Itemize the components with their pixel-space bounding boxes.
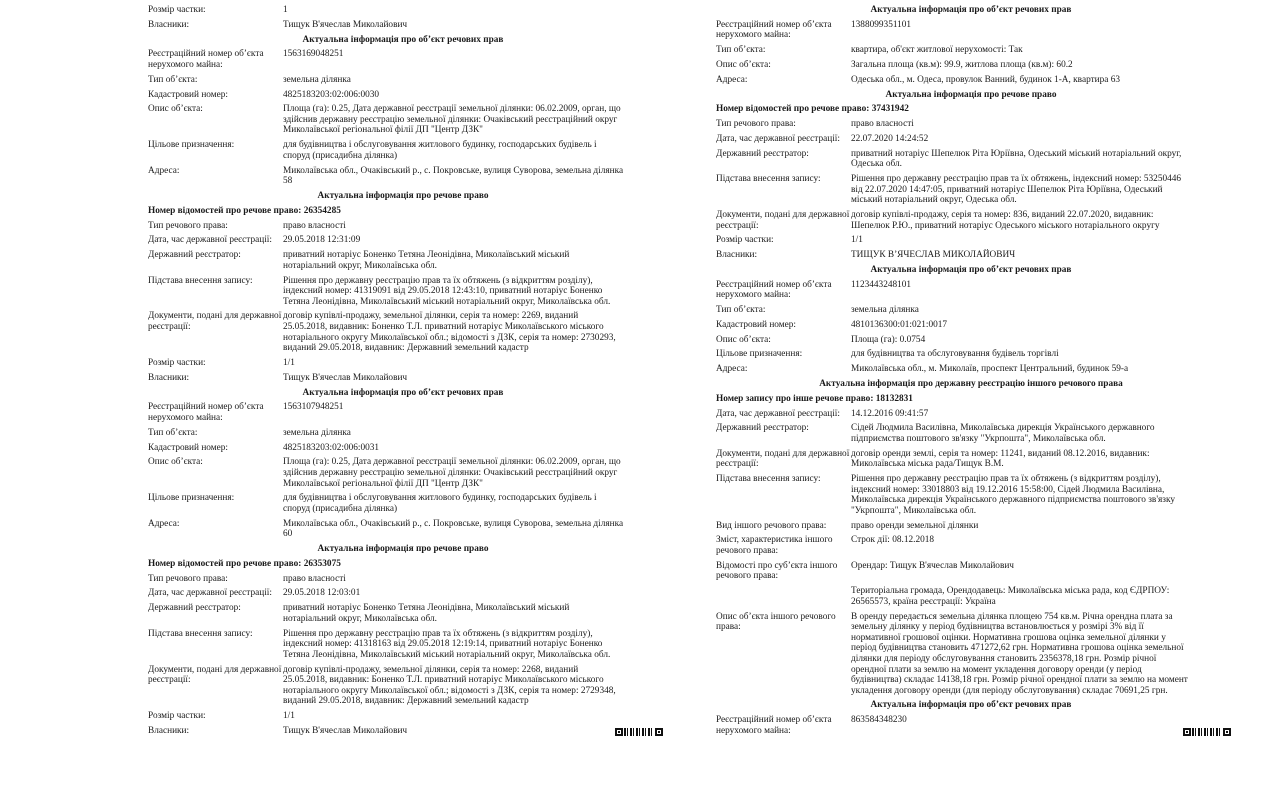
field-row bbox=[716, 75, 1196, 86]
field-row bbox=[148, 166, 628, 187]
field-value: Рішення про державну реєстрацію прав та їх обтяжень (з відкриттям розділу), індексний номер: 41319091 від 29.05.2018 12:43:10, приватний нотаріус Боненко Тетяна Леонідівна, Миколаївський міський нотаріальний округ, Миколаївська обл. bbox=[283, 275, 611, 307]
field-row bbox=[148, 443, 628, 454]
field-row bbox=[716, 423, 1196, 444]
field-label: Відомості про суб’єкта іншого речового права: bbox=[716, 560, 838, 582]
field-value: 4825183203:02:006:0031 bbox=[283, 442, 380, 453]
field-row bbox=[148, 90, 628, 101]
field-value: 1123443248101 bbox=[851, 279, 912, 290]
field-value: приватний нотаріус Шепелюк Ріта Юріївна, Одеський міський нотаріальний округ, Одеська обл. bbox=[851, 148, 1182, 170]
field-label: Державний реєстратор: bbox=[716, 148, 809, 159]
field-value: 863584348230 bbox=[851, 715, 907, 726]
field-row bbox=[148, 140, 628, 161]
field-value: Територіальна громада, Орендодавець: Миколаївська міська рада, код ЄДРПОУ: 26565573, країна реєстрації: Україна bbox=[851, 586, 1170, 607]
field-label: Розмір частки: bbox=[148, 5, 206, 15]
field-value: приватний нотаріус Боненко Тетяна Леонідівна, Миколаївський міський нотаріальний округ, Миколаївська обл. bbox=[283, 603, 570, 624]
field-value: для будівництва і обслуговування житлового будинку, господарських будівель і споруд (присадибна ділянка) bbox=[283, 493, 597, 514]
field-row bbox=[716, 535, 1196, 556]
field-label: Власники: bbox=[716, 250, 758, 261]
field-value: 29.05.2018 12:31:09 bbox=[283, 235, 361, 246]
field-label: Підстава внесення запису: bbox=[716, 474, 821, 485]
field-value: Загальна площа (кв.м): 99.9, житлова площа (кв.м): 60.2 bbox=[851, 59, 1073, 70]
field-label: Реєстраційний номер об’єкта нерухомого майна: bbox=[148, 402, 264, 423]
field-label: Реєстраційний номер об’єкта нерухомого майна: bbox=[716, 715, 832, 736]
field-value: приватний нотаріус Боненко Тетяна Леонідівна, Миколаївський міський нотаріальний округ, Миколаївська обл. bbox=[283, 250, 570, 271]
field-row bbox=[716, 305, 1196, 316]
section-title: Актуальна інформація про речове право bbox=[317, 544, 489, 555]
field-row bbox=[148, 711, 628, 722]
field-value: Одеська обл., м. Одеса, провулок Ванний, будинок 1-А, квартира 63 bbox=[851, 74, 1121, 85]
field-label: Тип об’єкта: bbox=[716, 45, 766, 56]
field-value: 14.12.2016 09:41:57 bbox=[851, 408, 929, 419]
field-label: Зміст, характеристика іншого речового права: bbox=[716, 535, 833, 556]
field-label: Опис об’єкта: bbox=[148, 104, 203, 115]
field-label: Опис об’єкта іншого речового права: bbox=[716, 611, 836, 633]
field-row bbox=[716, 174, 1196, 206]
section-title: Актуальна інформація про речове право bbox=[885, 89, 1057, 100]
field-row bbox=[716, 715, 1196, 736]
field-label: Державний реєстратор: bbox=[148, 603, 241, 614]
field-row bbox=[716, 320, 1196, 331]
field-label: Вид іншого речового права: bbox=[716, 520, 827, 531]
field-label: Адреса: bbox=[716, 364, 748, 375]
field-value: для будівництва та обслуговування будівель торгівлі bbox=[851, 349, 1059, 360]
field-label: Адреса: bbox=[148, 165, 180, 176]
field-row bbox=[716, 449, 1196, 470]
field-label: Власники: bbox=[148, 372, 190, 383]
field-row bbox=[148, 49, 628, 70]
field-row bbox=[716, 250, 1196, 261]
field-value: 1 bbox=[283, 5, 288, 15]
field-row bbox=[716, 45, 1196, 56]
field-label: Цільове призначення: bbox=[716, 349, 803, 360]
field-label: Дата, час державної реєстрації: bbox=[148, 235, 272, 246]
field-value: Тищук В'ячеслав Миколайович bbox=[283, 19, 408, 30]
field-label: Тип речового права: bbox=[716, 119, 796, 130]
field-label: Власники: bbox=[148, 725, 190, 736]
field-row bbox=[716, 134, 1196, 145]
field-label: Цільове призначення: bbox=[148, 140, 235, 151]
field-value: Сідей Людмила Василівна, Миколаївська дирекція Українського державного підприємства поштового зв'язку "Укрпошта", Миколаївська обл. bbox=[851, 423, 1155, 444]
field-row bbox=[716, 210, 1196, 231]
field-value: Площа (га): 0.0754 bbox=[851, 334, 926, 345]
field-label: Дата, час державної реєстрації: bbox=[148, 588, 272, 599]
field-row bbox=[148, 428, 628, 439]
qr-code-icon bbox=[615, 727, 663, 736]
field-row bbox=[716, 586, 1196, 607]
field-value: Тищук В'ячеслав Миколайович bbox=[283, 372, 408, 383]
field-label: Підстава внесення запису: bbox=[716, 174, 821, 184]
field-value: 1563169048251 bbox=[283, 49, 344, 60]
field-value: Рішення про державну реєстрацію прав та їх обтяжень (з відкриттям розділу), індексний номер: 33018803 від 19.12.2016 15:58:00, Сідей Людмила Василівна, Миколаївська дирекція Українського державного підприємства поштового зв'язку "Укрпошта", Миколаївська обл. bbox=[851, 474, 1175, 516]
field-value: ТИЩУК В’ЯЧЕСЛАВ МИКОЛАЙОВИЧ bbox=[851, 250, 1016, 261]
record-number: Номер відомостей про речове право: 26353075 bbox=[148, 558, 341, 569]
field-value: Миколаївська обл., Очаківський р., с. Покровське, вулиця Суворова, земельна ділянка 60 bbox=[283, 518, 624, 540]
field-label: Опис об’єкта: bbox=[716, 59, 771, 70]
field-row bbox=[148, 373, 628, 384]
section-title: Актуальна інформація про об’єкт речових прав bbox=[302, 34, 504, 45]
field-value: земельна ділянка bbox=[283, 427, 351, 438]
field-label: Документи, подані для державної реєстрації: bbox=[716, 448, 850, 470]
field-value: 1/1 bbox=[283, 711, 295, 722]
field-row bbox=[148, 276, 628, 308]
record-number: Номер запису про інше речове право: 18132831 bbox=[716, 393, 913, 404]
field-label: Тип об’єкта: bbox=[148, 427, 198, 438]
field-value: 22.07.2020 14:24:52 bbox=[851, 133, 929, 144]
field-value: Площа (га): 0.25, Дата державної реєстрації земельної ділянки: 06.02.2009, орган, що здійснив державну реєстрацію земельної ділянки: Очаківський реєстраційний округ Миколаївської регіональної філії ДП "Центр ДЗК" bbox=[283, 104, 621, 136]
field-row bbox=[148, 726, 628, 737]
field-row bbox=[716, 474, 1196, 516]
field-label: Державний реєстратор: bbox=[148, 250, 241, 261]
section-title: Актуальна інформація про об’єкт речових прав bbox=[302, 387, 504, 398]
field-value: право власності bbox=[851, 119, 914, 130]
field-label: Тип речового права: bbox=[148, 573, 228, 584]
field-label: Адреса: bbox=[148, 518, 180, 529]
field-row bbox=[148, 457, 628, 489]
field-row bbox=[148, 402, 628, 423]
field-row bbox=[716, 409, 1196, 420]
field-value: для будівництва і обслуговування житлового будинку, господарських будівель і споруд (присадибна ділянка) bbox=[283, 140, 597, 161]
field-row bbox=[148, 358, 628, 369]
field-value: Миколаївська обл., м. Миколаїв, проспект Центральний, будинок 59-а bbox=[851, 364, 1129, 375]
field-row bbox=[148, 311, 628, 353]
field-value: земельна ділянка bbox=[283, 74, 351, 85]
section-title: Актуальна інформація про об’єкт речових прав bbox=[870, 700, 1072, 711]
field-row bbox=[716, 235, 1196, 246]
field-value: договір купівлі-продажу, земельної ділянки, серія та номер: 2269, виданий 25.05.2018, видавник: Боненко Т.Л. приватний нотаріус Миколаївського міського нотаріального округу Миколаївської обл.; відомості з ДЗК, серія та номер: 2730293, виданий 29.05.2018, видавник: Державний земельний кадастр bbox=[283, 311, 616, 354]
field-row bbox=[148, 629, 628, 661]
field-row bbox=[148, 221, 628, 232]
field-label: Документи, подані для державної реєстрації: bbox=[148, 664, 282, 686]
field-row bbox=[148, 519, 628, 540]
field-row bbox=[716, 335, 1196, 346]
section-title: Актуальна інформація про державну реєстрацію іншого речового права bbox=[819, 378, 1123, 389]
field-value: договір купівлі-продажу, серія та номер: 836, виданий 22.07.2020, видавник: Шепелюк Р.Ю., приватний нотаріус Одеського міського нотаріального округу bbox=[851, 209, 1160, 231]
field-row bbox=[716, 561, 1196, 582]
right-page bbox=[716, 5, 1196, 741]
field-label: Державний реєстратор: bbox=[716, 423, 809, 434]
field-label: Кадастровий номер: bbox=[148, 89, 229, 100]
section-title: Актуальна інформація про речове право bbox=[317, 191, 489, 201]
field-value: право власності bbox=[283, 573, 346, 584]
field-row bbox=[716, 349, 1196, 360]
field-row bbox=[148, 20, 628, 31]
field-row bbox=[148, 235, 628, 246]
field-value: Рішення про державну реєстрацію прав та їх обтяжень, індексний номер: 53250446 від 22.07.2020 14:47:05, приватний нотаріус Шепелюк Ріта Юріївна, Одеський міський нотаріальний округ, Одеська обл. bbox=[851, 174, 1182, 206]
field-row bbox=[148, 574, 628, 585]
field-label: Тип об’єкта: bbox=[148, 74, 198, 85]
field-row bbox=[716, 60, 1196, 71]
field-value: 29.05.2018 12:03:01 bbox=[283, 588, 361, 599]
section-title: Актуальна інформація про об’єкт речових прав bbox=[870, 264, 1072, 275]
field-row bbox=[148, 588, 628, 599]
field-value: 1388099351101 bbox=[851, 19, 912, 30]
field-value: Орендар: Тищук В'ячеслав Миколайович bbox=[851, 560, 1014, 571]
field-row bbox=[148, 665, 628, 707]
field-row bbox=[148, 603, 628, 624]
field-row bbox=[716, 119, 1196, 130]
field-label: Тип об’єкта: bbox=[716, 305, 766, 316]
field-label: Тип речового права: bbox=[148, 220, 228, 231]
field-row bbox=[148, 104, 628, 136]
field-value: договір оренди землі, серія та номер: 11241, виданий 08.12.2016, видавник: Миколаївська міська рада/Тищук В.М. bbox=[851, 448, 1150, 470]
field-label: Підстава внесення запису: bbox=[148, 628, 253, 639]
field-label: Підстава внесення запису: bbox=[148, 275, 253, 286]
field-value: земельна ділянка bbox=[851, 305, 919, 316]
field-label: Цільове призначення: bbox=[148, 493, 235, 504]
field-label: Кадастровий номер: bbox=[148, 442, 229, 453]
field-label: Кадастровий номер: bbox=[716, 319, 797, 330]
field-value: право власності bbox=[283, 220, 346, 231]
field-value: 4810136300:01:021:0017 bbox=[851, 319, 948, 330]
field-label bbox=[716, 586, 851, 607]
field-label: Дата, час державної реєстрації: bbox=[716, 133, 840, 144]
field-value: Строк дії: 08.12.2018 bbox=[851, 535, 935, 546]
qr-code-icon bbox=[1183, 727, 1231, 736]
field-value: 1563107948251 bbox=[283, 402, 344, 413]
field-row bbox=[148, 75, 628, 86]
field-label: Документи, подані для державної реєстрації: bbox=[716, 209, 850, 231]
field-value: квартира, об'єкт житлової нерухомості: Так bbox=[851, 45, 1023, 56]
field-label: Реєстраційний номер об’єкта нерухомого майна: bbox=[716, 279, 832, 301]
field-row bbox=[716, 521, 1196, 532]
left-page bbox=[148, 5, 628, 741]
field-label: Реєстраційний номер об’єкта нерухомого майна: bbox=[148, 49, 264, 70]
field-label: Документи, подані для державної реєстрації: bbox=[148, 311, 282, 333]
field-value: 4825183203:02:006:0030 bbox=[283, 89, 380, 100]
field-row bbox=[148, 493, 628, 514]
field-label: Адреса: bbox=[716, 74, 748, 85]
field-label: Дата, час державної реєстрації: bbox=[716, 408, 840, 419]
field-row bbox=[716, 280, 1196, 301]
field-row bbox=[716, 149, 1196, 170]
field-value: Тищук В'ячеслав Миколайович bbox=[283, 725, 408, 736]
field-label: Розмір частки: bbox=[148, 711, 206, 722]
section-title: Актуальна інформація про об’єкт речових прав bbox=[870, 5, 1072, 15]
field-row bbox=[716, 612, 1196, 697]
field-row bbox=[716, 364, 1196, 375]
field-value: Площа (га): 0.25, Дата державної реєстрації земельної ділянки: 06.02.2009, орган, що здійснив державну реєстрацію земельної ділянки: Очаківський реєстраційний округ Миколаївської регіональної філії ДП "Центр ДЗК" bbox=[283, 457, 621, 489]
field-row bbox=[148, 5, 628, 16]
field-label: Власники: bbox=[148, 19, 190, 30]
field-value: Миколаївська обл., Очаківський р., с. Покровське, вулиця Суворова, земельна ділянка 58 bbox=[283, 165, 624, 187]
field-row bbox=[148, 250, 628, 271]
field-value: право оренди земельної ділянки bbox=[851, 520, 979, 531]
field-value: В оренду передається земельна ділянка площею 754 кв.м. Річна орендна плата за земельну ділянку у період будівництва встановлюється у розмірі 3% від її нормативної грошової оцінки. Нормативна грошова оцінка земельної ділянки у період будівництва становить 471272,62 грн. Нормативна грошова оцінка земельної ділянки для періоду обслуговування становить 2356378,18 грн. Розмір річної орендної плати за землю на момент укладення договору оренди (у період будівництва) складає 14138,18 грн. Розмір річної орендної плати за землю на момент укладення договору оренди (для періоду обслуговування) складає 70691,25 грн. bbox=[851, 611, 1188, 696]
field-label: Опис об’єкта: bbox=[148, 457, 203, 468]
field-value: договір купівлі-продажу, земельної ділянки, серія та номер: 2268, виданий 25.05.2018, видавник: Боненко Т.Л. приватний нотаріус Миколаївського міського нотаріального округу Миколаївської обл.; відомості з ДЗК, серія та номер: 2729348, виданий 29.05.2018, видавник: Державний земельний кадастр bbox=[283, 664, 616, 707]
record-number: Номер відомостей про речове право: 37431942 bbox=[716, 104, 909, 115]
field-label: Розмір частки: bbox=[148, 358, 206, 369]
field-value: Рішення про державну реєстрацію прав та їх обтяжень (з відкриттям розділу), індексний номер: 41318163 від 29.05.2018 12:19:14, приватний нотаріус Боненко Тетяна Леонідівна, Миколаївський міський нотаріальний округ, Миколаївська обл. bbox=[283, 628, 611, 660]
field-label: Опис об’єкта: bbox=[716, 334, 771, 345]
record-number: Номер відомостей про речове право: 26354285 bbox=[148, 205, 341, 216]
field-value: 1/1 bbox=[283, 358, 295, 369]
field-label: Реєстраційний номер об’єкта нерухомого майна: bbox=[716, 19, 832, 41]
field-value: 1/1 bbox=[851, 235, 863, 246]
field-label: Розмір частки: bbox=[716, 235, 774, 246]
field-row bbox=[716, 20, 1196, 41]
